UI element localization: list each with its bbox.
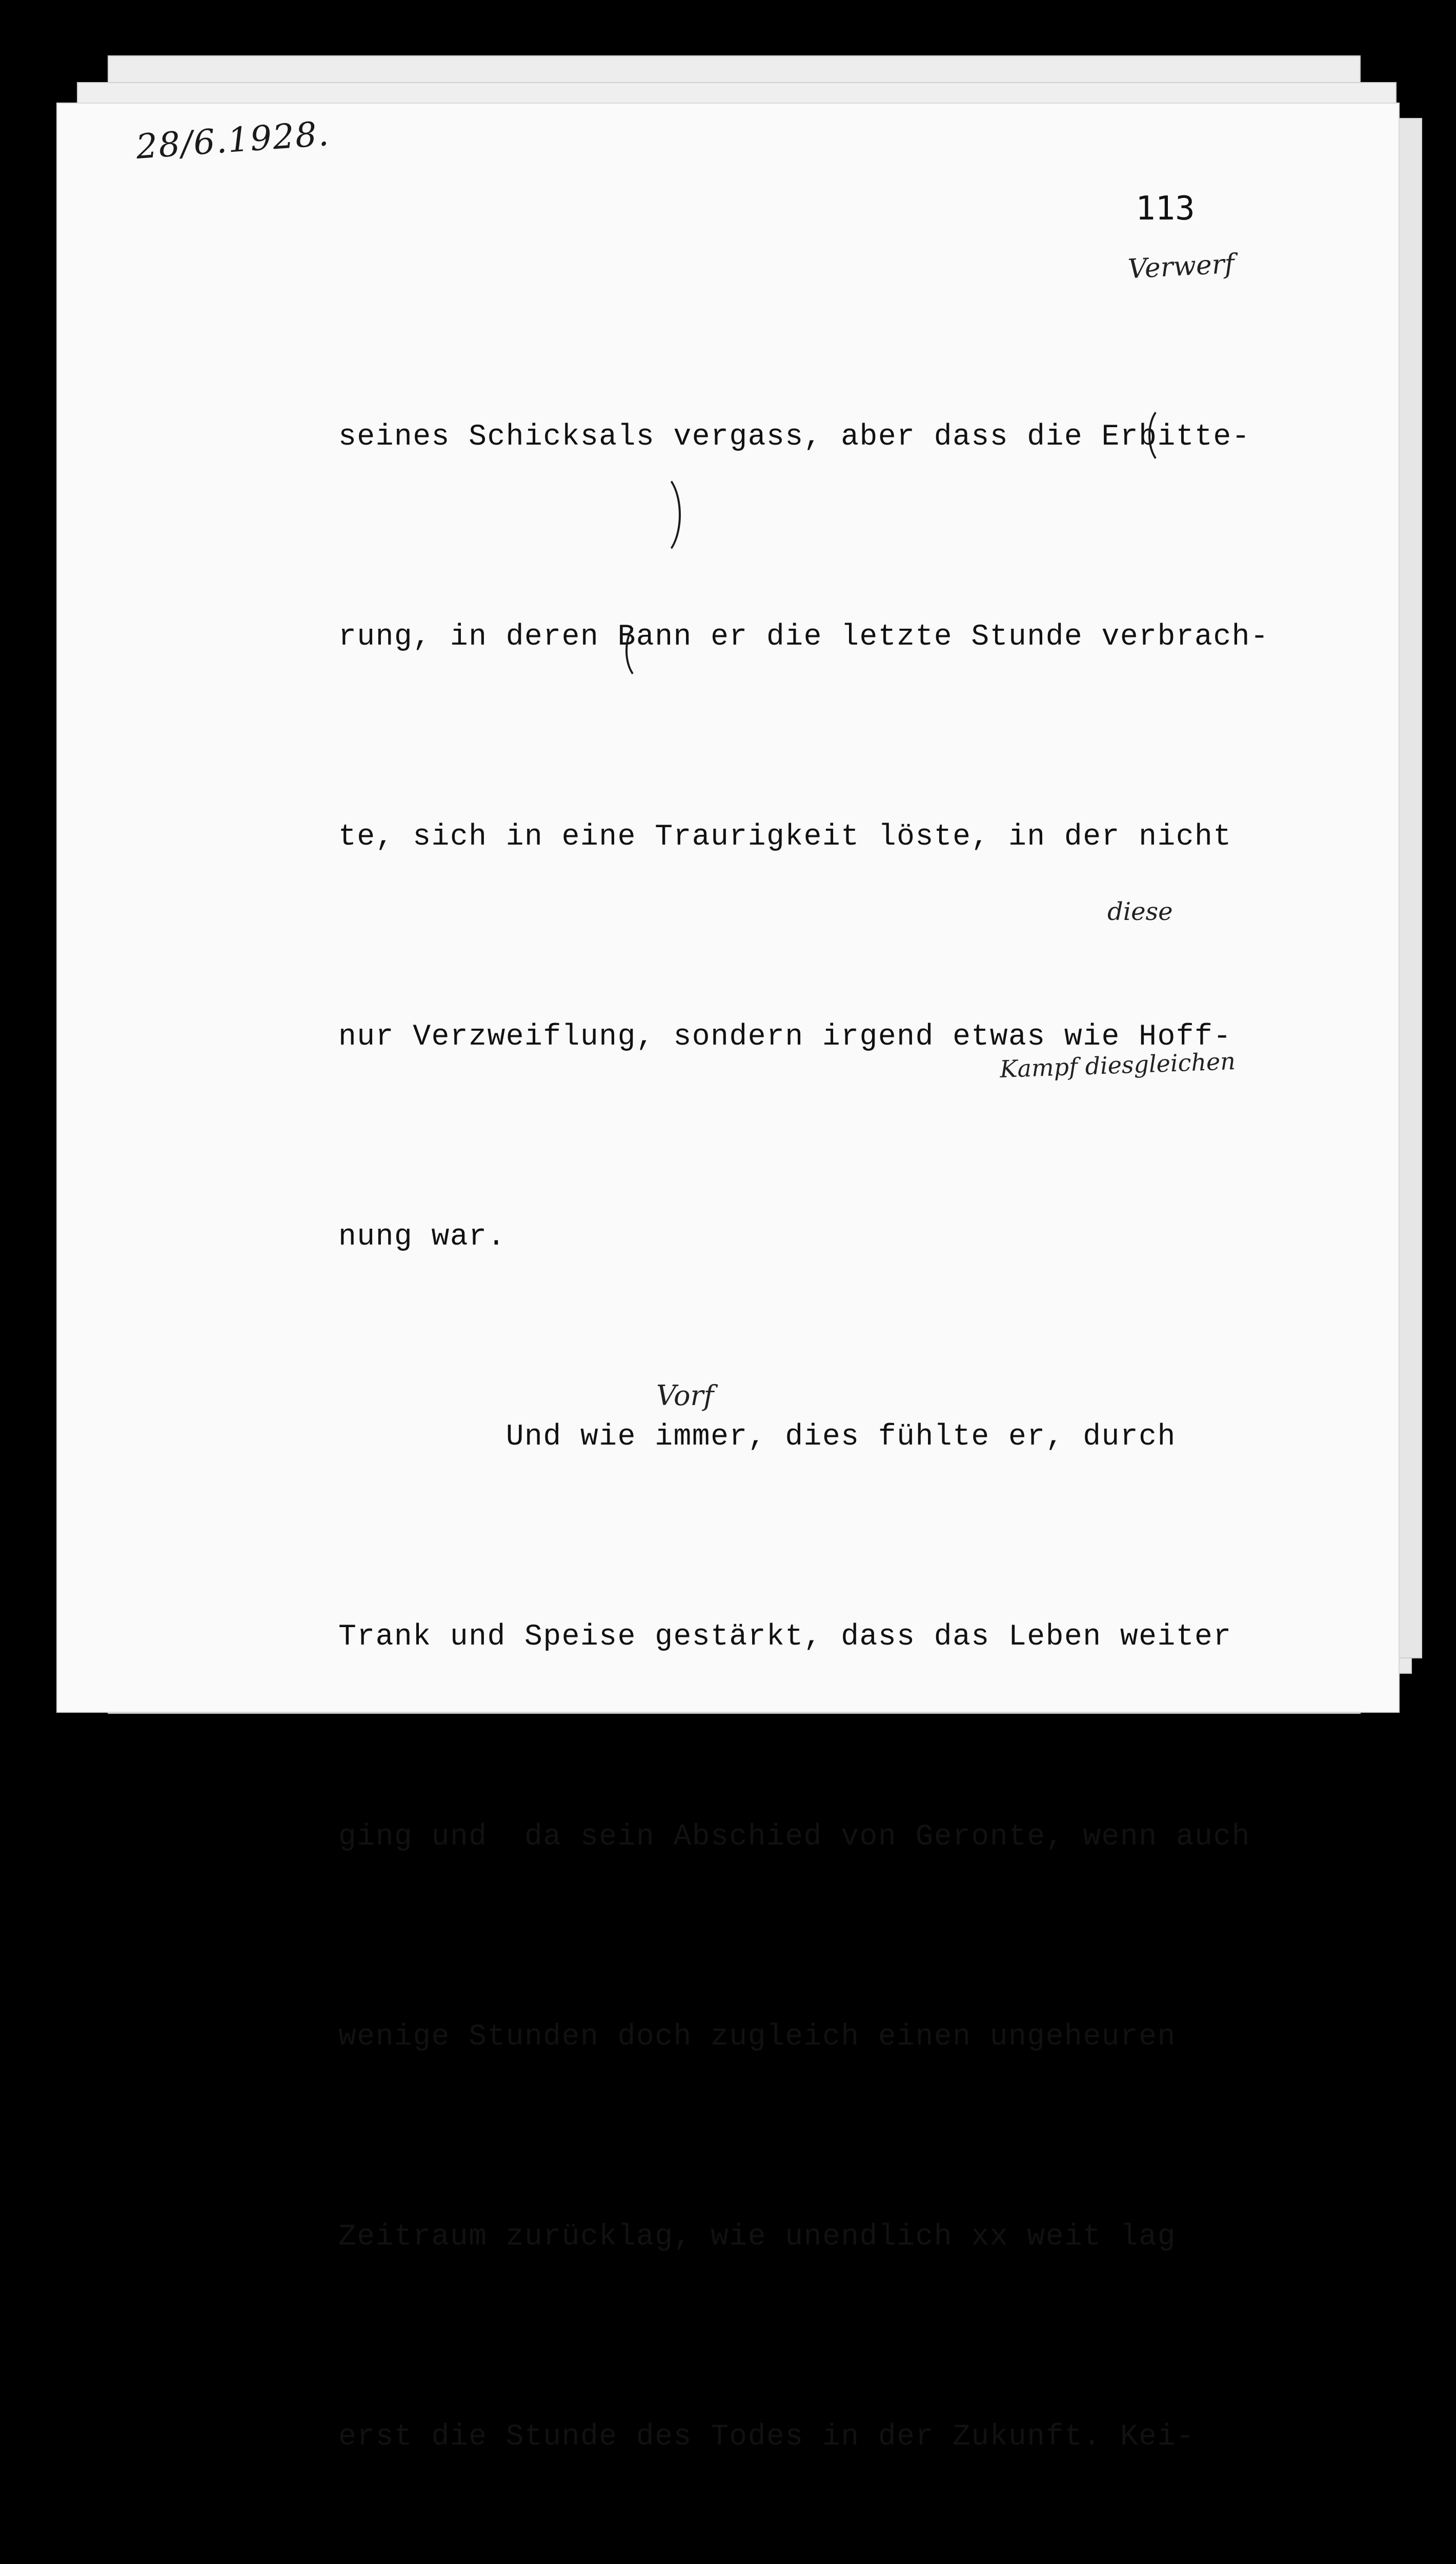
handwritten-annotation: Verwerf bbox=[1127, 248, 1236, 285]
typed-line: rung, in deren Bann er die letzte Stunde verbrach- bbox=[338, 620, 1269, 654]
page-number: 113 bbox=[1136, 190, 1195, 228]
handwritten-annotation: diese bbox=[1107, 897, 1173, 926]
handwritten-bracket-mark bbox=[636, 472, 681, 558]
typed-line: Zeitraum zurücklag, wie unendlich xx weit lag bbox=[338, 2220, 1176, 2254]
typed-line: nung war. bbox=[338, 1220, 506, 1254]
typed-line: seines Schicksals vergass, aber dass die Erbitte- bbox=[338, 420, 1250, 454]
typed-line: erst die Stunde des Todes in der Zukunft. Kei- bbox=[338, 2420, 1195, 2454]
typed-line: Trank und Speise gestärkt, dass das Leben weiter bbox=[338, 1620, 1232, 1654]
handwritten-bracket-mark bbox=[1148, 405, 1183, 466]
typed-line: te, sich in eine Traurigkeit löste, in der nicht bbox=[338, 820, 1232, 854]
typed-line: wenige Stunden doch zugleich einen ungeheuren bbox=[338, 2020, 1176, 2054]
archive-date-note: 28/6.1928. bbox=[134, 113, 331, 167]
handwritten-annotation: Kampf diesgleichen bbox=[999, 1047, 1236, 1084]
typed-line: ging und da sein Abschied von Geronte, wenn auch bbox=[338, 1820, 1250, 1854]
typed-body-text bbox=[338, 271, 1343, 2564]
typed-line: nur Verzweiflung, sondern irgend etwas wie Hoff- bbox=[338, 1020, 1232, 1054]
handwritten-annotation: Vorf bbox=[656, 1379, 714, 1412]
handwritten-bracket-mark bbox=[625, 620, 660, 681]
typed-line: Und wie immer, dies fühlte er, durch bbox=[338, 1420, 1176, 1454]
